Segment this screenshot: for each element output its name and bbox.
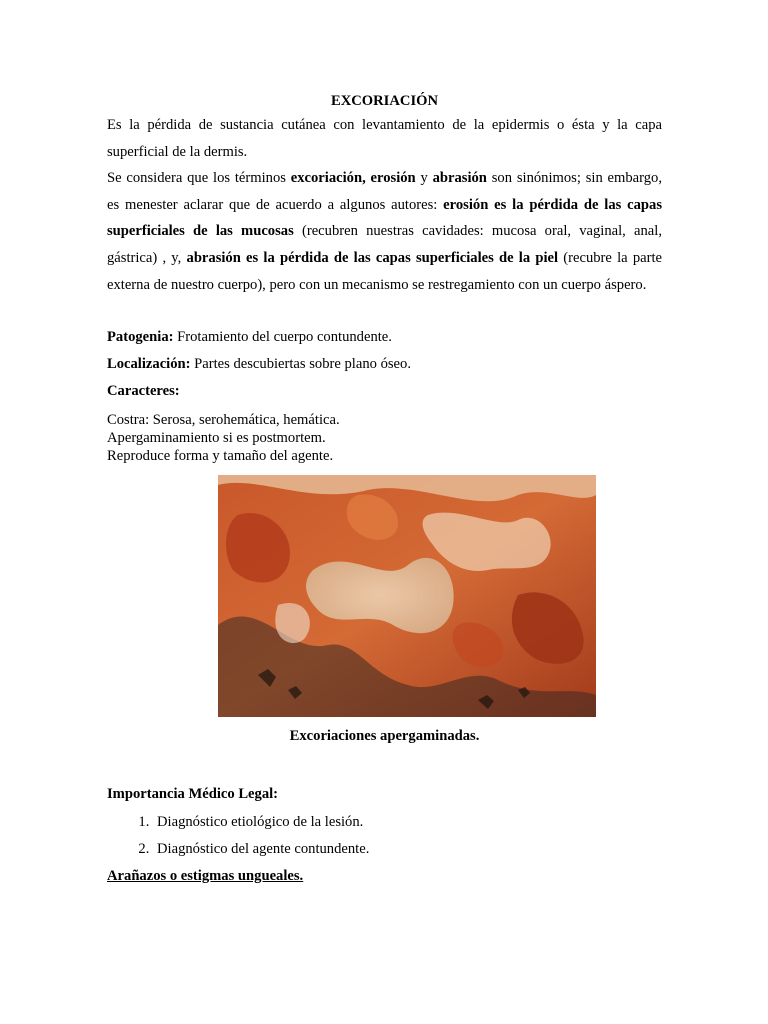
localizacion-text: Partes descubiertas sobre plano óseo.: [190, 356, 411, 373]
text-run: y: [415, 170, 433, 187]
caracteres-heading: [107, 378, 662, 405]
caracter-line: Reproduce forma y tamaño del agente.: [107, 448, 334, 465]
patogenia-line: [107, 324, 662, 351]
localizacion-label: Localización:: [107, 356, 191, 373]
importancia-list: [107, 809, 662, 863]
importancia-heading: Importancia Médico Legal:: [107, 786, 279, 803]
wound-photo-illustration: [218, 475, 596, 717]
caracter-line: Apergaminamiento si es postmortem.: [107, 430, 326, 447]
text-run: son sinónimos; sin embargo, es menester aclarar que de acuerdo a algunos autores:: [107, 170, 662, 213]
figure-caption: Excoriaciones apergaminadas.: [289, 728, 480, 745]
caracteres-label: Caracteres:: [107, 383, 180, 400]
localizacion-line: [107, 351, 662, 378]
bold-term: abrasión: [432, 170, 487, 187]
document-page: [107, 90, 662, 889]
definition-paragraph: Es la pérdida de sustancia cutánea con levantamiento de la epidermis o ésta y la capa superficial de la dermis.: [107, 117, 662, 160]
text-run: (recubre la parte externa de nuestro cuerpo), pero con un mecanismo se restregamiento con un cuerpo áspero.: [107, 249, 662, 293]
bold-term: excoriación, erosión: [290, 170, 416, 187]
caracter-line: Costra: Serosa, serohemática, hemática.: [107, 412, 340, 429]
list-item: 1. Diagnóstico etiológico de la lesión.: [153, 809, 662, 836]
page-title: EXCORIACIÓN: [330, 93, 439, 109]
list-item: 2. Diagnóstico del agente contundente.: [153, 836, 662, 863]
bold-term: abrasión es la pérdida de las capas superficiales de la piel: [186, 249, 559, 266]
text-run: (recubren nuestras cavidades: mucosa oral, vaginal, anal, gástrica) , y,: [107, 223, 662, 266]
caracteres-list: [107, 411, 662, 465]
bold-term: erosión es la pérdida de las capas superficiales de las mucosas: [107, 196, 662, 240]
wound-photo: [218, 475, 596, 717]
synonyms-paragraph: [107, 165, 662, 298]
aranazos-heading: Arañazos o estigmas ungueales.: [107, 868, 304, 885]
text-run: Se considera que los términos: [107, 170, 291, 187]
patogenia-text: Frotamiento del cuerpo contundente.: [173, 329, 392, 346]
patogenia-label: Patogenia:: [107, 329, 174, 346]
